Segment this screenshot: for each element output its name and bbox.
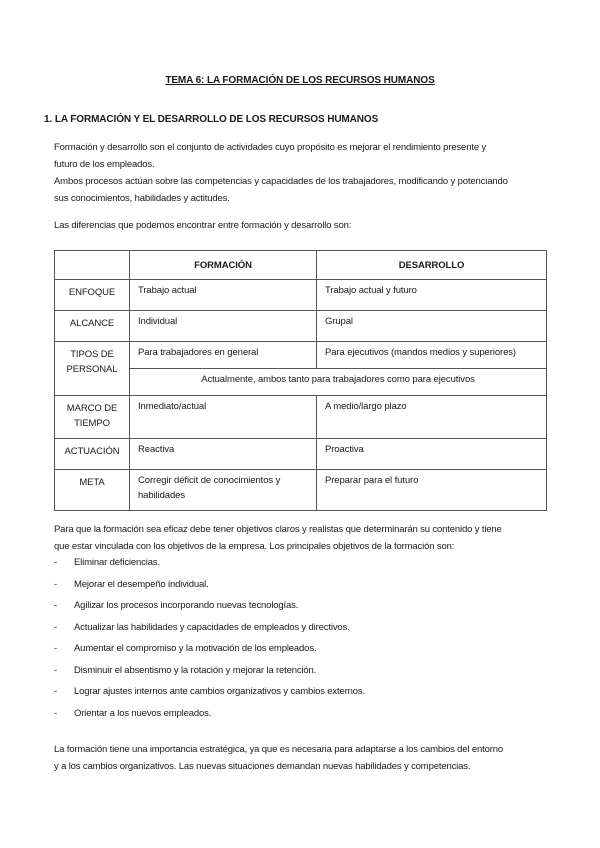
- table-header-formacion: FORMACIÓN: [130, 251, 317, 280]
- objectives-intro-line-1: Para que la formación sea eficaz debe tener objetivos claros y realistas que determinarán su contenido y tiene: [54, 524, 502, 535]
- cell-desarrollo: Proactiva: [317, 439, 547, 470]
- bullet-dash: -: [54, 686, 58, 697]
- intro-line-2: futuro de los empleados.: [54, 159, 155, 170]
- row-label-actuacion: ACTUACIÓN: [55, 439, 130, 470]
- tipos-note-cell: Actualmente, ambos tanto para trabajadores como para ejecutivos: [130, 369, 547, 396]
- row-label-alcance: ALCANCE: [55, 311, 130, 342]
- list-item: - Lograr ajustes internos ante cambios organizativos y cambios externos.: [54, 686, 366, 697]
- bullet-dash: -: [54, 578, 58, 590]
- row-label-meta: META: [55, 470, 130, 511]
- intro-line-3: Ambos procesos actúan sobre las competencias y capacidades de los trabajadores, modificando y potenciando: [54, 176, 508, 187]
- bullet-dash: -: [54, 643, 58, 654]
- list-item: - Mejorar el desempeño individual.: [54, 578, 209, 590]
- intro-line-1: Formación y desarrollo son el conjunto de actividades cuyo propósito es mejorar el rendimiento presente y: [54, 142, 487, 153]
- table-row: [55, 342, 547, 369]
- cell-formacion: Corregir déficit de conocimientos y habilidades: [130, 470, 317, 511]
- objectives-intro-line-2: que estar vinculada con los objetivos de la empresa. Los principales objetivos de la formación son:: [54, 541, 455, 552]
- closing-line-2: y a los cambios organizativos. Las nuevas situaciones demandan nuevas habilidades y competencias.: [54, 761, 471, 772]
- list-item: - Aumentar el compromiso y la motivación de los empleados.: [54, 643, 317, 654]
- comparison-table: [54, 250, 547, 511]
- cell-formacion: Reactiva: [130, 439, 317, 470]
- objectives-intro: [54, 521, 546, 555]
- table-header-desarrollo: DESARROLLO: [317, 251, 547, 280]
- list-item: - Actualizar las habilidades y capacidades de empleados y directivos.: [54, 621, 350, 633]
- table-row: [55, 280, 547, 311]
- cell-formacion: Inmediato/actual: [130, 396, 317, 439]
- row-label-enfoque: ENFOQUE: [55, 280, 130, 311]
- cell-formacion: Trabajo actual: [130, 280, 317, 311]
- row-label-marco-de-tiempo: MARCO DE TIEMPO: [55, 396, 130, 439]
- cell-desarrollo: A medio/largo plazo: [317, 396, 547, 439]
- list-item: - Agilizar los procesos incorporando nuevas tecnologías.: [54, 600, 299, 611]
- intro-line-4: sus conocimientos, habilidades y actitudes.: [54, 193, 230, 204]
- table-header-row: [55, 251, 547, 280]
- closing-line-1: La formación tiene una importancia estratégica, ya que es necesaria para adaptarse a los cambios del entorno: [54, 744, 504, 755]
- intro-paragraph: [54, 139, 546, 207]
- table-row: [55, 396, 547, 439]
- cell-desarrollo: Trabajo actual y futuro: [317, 280, 547, 311]
- cell-desarrollo: Preparar para el futuro: [317, 470, 547, 511]
- bullet-dash: -: [54, 621, 58, 633]
- table-row: [55, 439, 547, 470]
- cell-desarrollo: Grupal: [317, 311, 547, 342]
- closing-paragraph: [54, 741, 546, 775]
- bullet-dash: -: [54, 707, 58, 719]
- bullet-dash: -: [54, 664, 58, 676]
- row-label-tipos-de-personal: TIPOS DE PERSONAL: [55, 342, 130, 396]
- bullet-dash: -: [54, 600, 58, 611]
- cell-desarrollo: Para ejecutivos (mandos medios y superiores): [317, 342, 547, 369]
- bullet-dash: -: [54, 557, 58, 568]
- list-item: - Eliminar deficiencias.: [54, 557, 160, 568]
- section-heading: 1. LA FORMACIÓN Y EL DESARROLLO DE LOS RECURSOS HUMANOS: [44, 114, 379, 125]
- table-header-empty: [55, 251, 130, 280]
- page-title: TEMA 6: LA FORMACIÓN DE LOS RECURSOS HUMANOS: [165, 75, 435, 86]
- cell-formacion: Individual: [130, 311, 317, 342]
- list-item: - Orientar a los nuevos empleados.: [54, 707, 212, 719]
- table-row: [55, 470, 547, 511]
- table-row: [55, 311, 547, 342]
- list-item: - Disminuir el absentismo y la rotación y mejorar la retención.: [54, 664, 317, 676]
- cell-formacion: Para trabajadores en general: [130, 342, 317, 369]
- objectives-list: [54, 557, 365, 729]
- differences-intro: Las diferencias que podemos encontrar entre formación y desarrollo son:: [54, 220, 352, 231]
